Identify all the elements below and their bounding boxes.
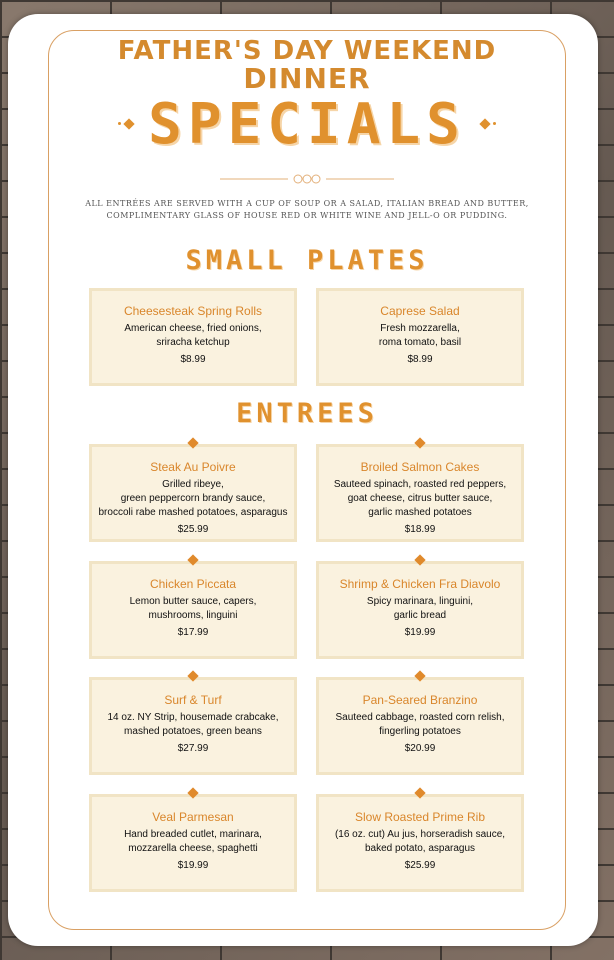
- menu-item: [89, 677, 297, 775]
- menu-item: [89, 794, 297, 892]
- item-desc-line: American cheese, fried onions,: [124, 323, 262, 334]
- intro-line-2: COMPLIMENTARY GLASS OF HOUSE RED OR WHITE WINE AND JELL-O OR PUDDING.: [106, 211, 508, 220]
- item-description: [319, 711, 521, 739]
- item-description: [319, 478, 521, 520]
- item-desc-line: garlic bread: [393, 610, 447, 621]
- item-desc-line: fingerling potatoes: [379, 726, 461, 737]
- right-dot-icon: [493, 122, 496, 125]
- item-name: Broiled Salmon Cakes: [360, 460, 480, 474]
- item-price: $17.99: [177, 627, 209, 638]
- menu-item: [89, 288, 297, 386]
- item-price: $25.99: [404, 860, 436, 871]
- item-desc-line: green peppercorn brandy sauce,: [120, 493, 266, 504]
- title-dinner: DINNER: [243, 62, 371, 95]
- menu-item: [89, 561, 297, 659]
- item-name: Steak Au Poivre: [150, 460, 236, 474]
- menu-item: [316, 288, 524, 386]
- title-fathers-day-weekend: FATHER'S DAY WEEKEND: [117, 36, 497, 66]
- item-desc-line: garlic mashed potatoes: [368, 507, 472, 518]
- item-price: $8.99: [407, 354, 433, 365]
- item-desc-line: mashed potatoes, green beans: [124, 726, 262, 737]
- item-desc-line: baked potato, asparagus: [364, 843, 476, 854]
- title-specials: SPECIALS: [148, 92, 466, 157]
- item-price: $27.99: [177, 743, 209, 754]
- item-name: Caprese Salad: [380, 304, 460, 318]
- item-price: $20.99: [404, 743, 436, 754]
- item-desc-line: sriracha ketchup: [156, 337, 230, 348]
- item-desc-line: Spicy marinara, linguini,: [366, 596, 474, 607]
- item-desc-line: goat cheese, citrus butter sauce,: [347, 493, 493, 504]
- divider-ornament-icon: [220, 172, 394, 186]
- item-name: Slow Roasted Prime Rib: [354, 810, 486, 824]
- menu-item: [316, 677, 524, 775]
- item-desc-line: 14 oz. NY Strip, housemade crabcake,: [107, 712, 279, 723]
- item-desc-line: roma tomato, basil: [378, 337, 462, 348]
- menu-item: [89, 444, 297, 542]
- item-description: [319, 828, 521, 856]
- item-description: [92, 595, 294, 623]
- item-name: Veal Parmesan: [152, 810, 234, 824]
- item-desc-line: Grilled ribeye,: [162, 479, 224, 490]
- section-title-small-plates: SMALL PLATES: [185, 245, 429, 276]
- item-price: $18.99: [404, 524, 436, 535]
- item-description: [319, 595, 521, 623]
- item-description: [92, 478, 294, 520]
- menu-item: [316, 444, 524, 542]
- item-price: $19.99: [177, 860, 209, 871]
- item-desc-line: (16 oz. cut) Au jus, horseradish sauce,: [334, 829, 506, 840]
- item-name: Chicken Piccata: [149, 577, 237, 591]
- item-description: [319, 322, 521, 350]
- item-name: Cheesesteak Spring Rolls: [123, 304, 263, 318]
- item-name: Surf & Turf: [164, 693, 222, 707]
- menu-item: [316, 561, 524, 659]
- section-title-entrees: ENTREES: [236, 398, 378, 429]
- item-desc-line: mozzarella cheese, spaghetti: [128, 843, 258, 854]
- item-desc-line: broccoli rabe mashed potatoes, asparagus: [98, 507, 288, 518]
- item-price: $19.99: [404, 627, 436, 638]
- item-price: $8.99: [180, 354, 206, 365]
- item-price: $25.99: [177, 524, 209, 535]
- item-desc-line: Sauteed spinach, roasted red peppers,: [333, 479, 507, 490]
- item-desc-line: Fresh mozzarella,: [380, 323, 460, 334]
- item-description: [92, 828, 294, 856]
- item-desc-line: Hand breaded cutlet, marinara,: [124, 829, 262, 840]
- item-desc-line: mushrooms, linguini: [148, 610, 238, 621]
- item-desc-line: Sauteed cabbage, roasted corn relish,: [335, 712, 505, 723]
- intro-text: [70, 198, 544, 222]
- item-description: [92, 322, 294, 350]
- item-desc-line: Lemon butter sauce, capers,: [129, 596, 257, 607]
- item-name: Pan-Seared Branzino: [362, 693, 478, 707]
- item-name: Shrimp & Chicken Fra Diavolo: [339, 577, 501, 591]
- item-description: [92, 711, 294, 739]
- menu-item: [316, 794, 524, 892]
- intro-line-1: ALL ENTRÉES ARE SERVED WITH A CUP OF SOUP OR A SALAD, ITALIAN BREAD AND BUTTER,: [85, 199, 529, 208]
